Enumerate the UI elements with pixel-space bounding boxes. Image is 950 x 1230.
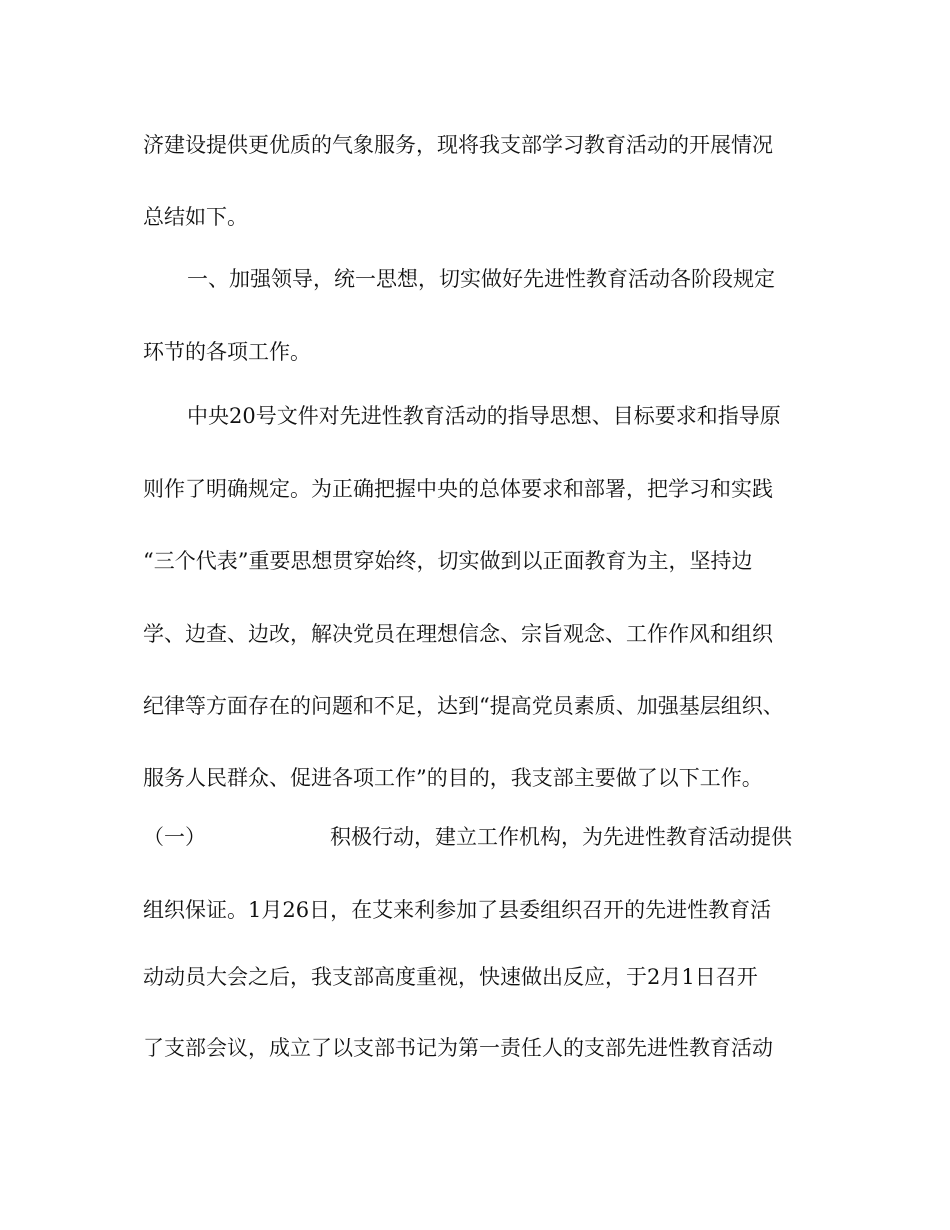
body-text-line: 则作了明确规定。为正确把握中央的总体要求和部署，把学习和实践 <box>143 477 773 501</box>
section-heading-continued: 环节的各项工作。 <box>143 340 311 364</box>
body-text-line: 服务人民群众、促进各项工作”的目的，我支部主要做了以下工作。 <box>143 766 763 790</box>
body-text-line: 总结如下。 <box>143 205 248 229</box>
body-text-line: 学、边查、边改，解决党员在理想信念、宗旨观念、工作作风和组织 <box>143 622 773 646</box>
body-text-line: 了支部会议，成立了以支部书记为第一责任人的支部先进性教育活动 <box>143 1036 773 1060</box>
section-heading: 一、加强领导，统一思想，切实做好先进性教育活动各阶段规定 <box>187 267 775 291</box>
paragraph-start-line: 中央20号文件对先进性教育活动的指导思想、目标要求和指导原 <box>187 404 781 428</box>
body-text-line: 组织保证。1月26日，在艾来利参加了县委组织召开的先进性教育活 <box>143 898 772 922</box>
body-text-line: 纪律等方面存在的问题和不足，达到“提高党员素质、加强基层组织、 <box>143 694 784 718</box>
body-text-line: 济建设提供更优质的气象服务，现将我支部学习教育活动的开展情况 <box>143 133 773 157</box>
subsection-title: 积极行动，建立工作机构，为先进性教育活动提供 <box>330 825 792 849</box>
subsection-number: （一） <box>143 825 206 849</box>
body-text-line: “三个代表”重要思想贯穿始终，切实做到以正面教育为主，坚持边 <box>143 549 753 573</box>
body-text-line: 动动员大会之后，我支部高度重视，快速做出反应，于2月1日召开 <box>143 965 758 989</box>
